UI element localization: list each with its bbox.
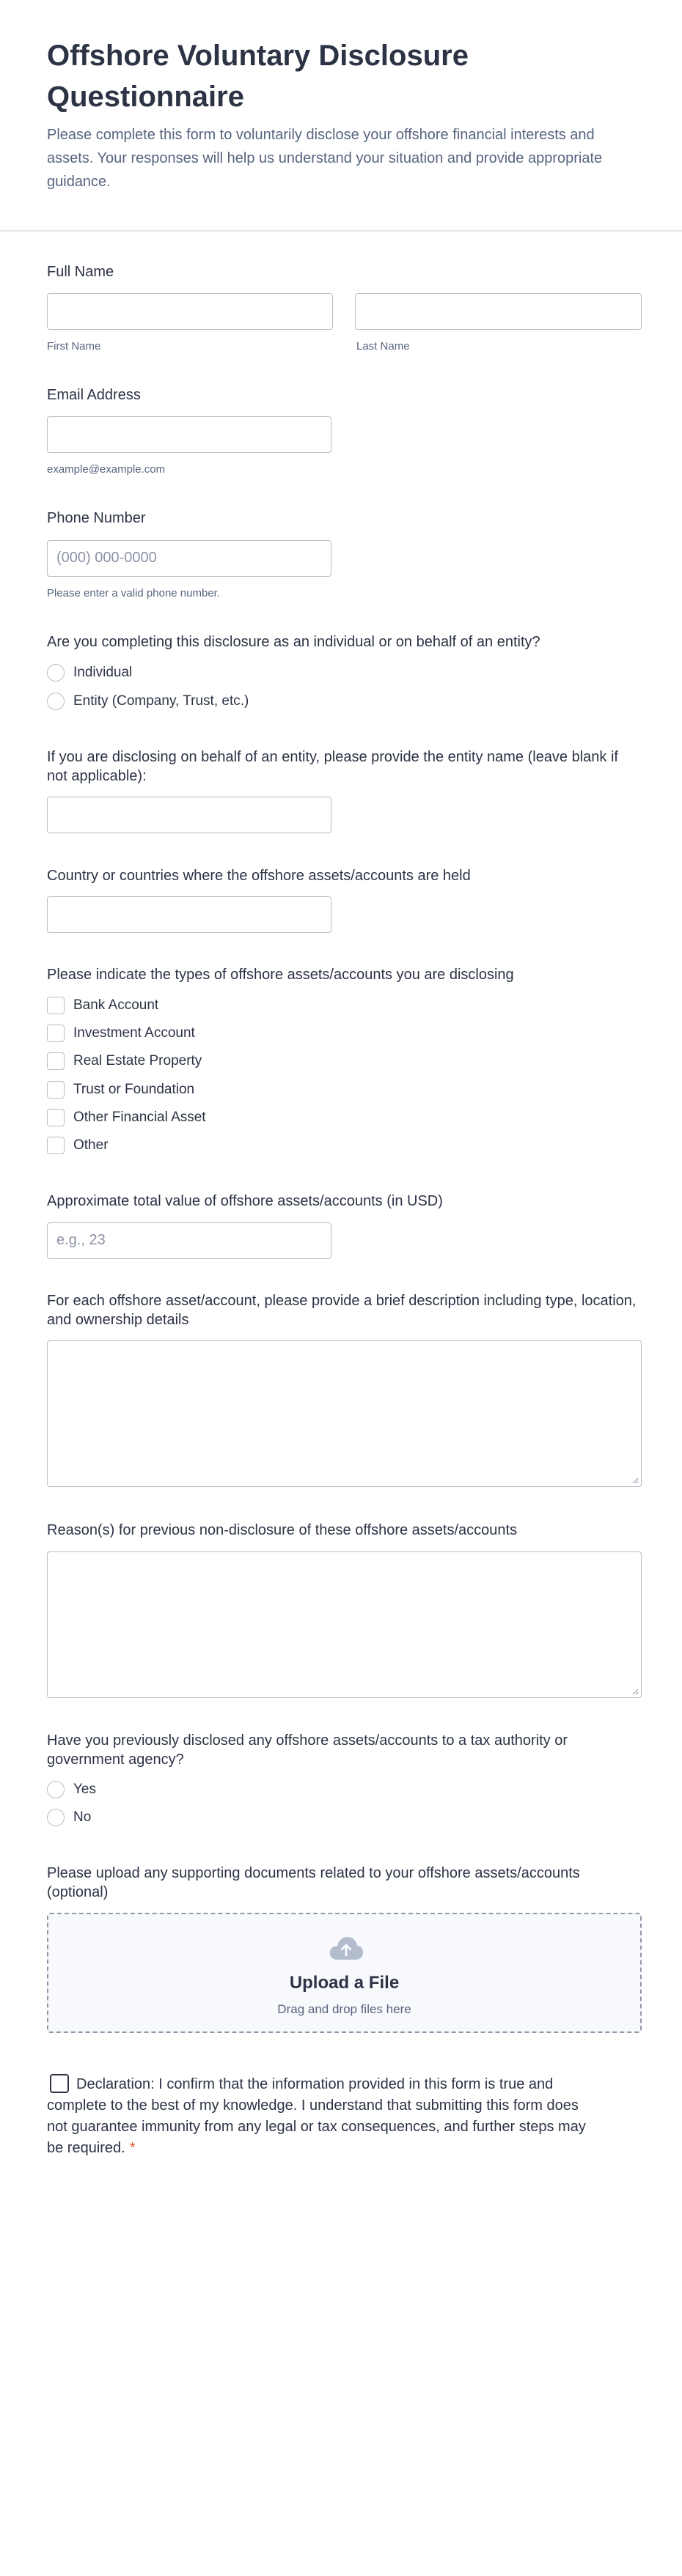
asset-types-label: Please indicate the types of offshore assets/accounts you are disclosing bbox=[47, 967, 514, 983]
last-name-sublabel: Last Name bbox=[356, 340, 410, 353]
upload-subtitle: Drag and drop files here bbox=[277, 2002, 411, 2016]
radio-label: Individual bbox=[73, 665, 133, 680]
email-label: Email Address bbox=[47, 387, 141, 403]
countries-input[interactable] bbox=[47, 896, 331, 933]
entity-name-input[interactable] bbox=[47, 797, 331, 833]
radio-circle[interactable] bbox=[47, 1809, 65, 1826]
file-upload-dropzone[interactable] bbox=[47, 1913, 642, 2033]
email-sublabel: example@example.com bbox=[47, 463, 166, 476]
checkbox-label: Other Financial Asset bbox=[73, 1110, 206, 1125]
radio-circle[interactable] bbox=[47, 1781, 65, 1798]
checkbox-box[interactable] bbox=[47, 1137, 65, 1154]
cloud-upload-icon bbox=[329, 1935, 364, 1961]
checkbox-label: Bank Account bbox=[73, 997, 159, 1013]
description-label: For each offshore asset/account, please provide a brief description including type, location, and ownership details bbox=[47, 1293, 637, 1328]
countries-label: Country or countries where the offshore assets/accounts are held bbox=[47, 868, 471, 884]
radio-label: Yes bbox=[73, 1782, 96, 1797]
radio-individual[interactable] bbox=[47, 664, 132, 682]
first-name-sublabel: First Name bbox=[47, 340, 101, 353]
checkbox-label: Investment Account bbox=[73, 1025, 195, 1041]
checkbox-box[interactable] bbox=[47, 997, 65, 1014]
radio-circle[interactable] bbox=[47, 693, 65, 710]
resize-grip-icon[interactable] bbox=[631, 1688, 639, 1695]
first-name-input[interactable] bbox=[47, 293, 333, 330]
radio-label: Entity (Company, Trust, etc.) bbox=[73, 693, 249, 709]
entity-name-label: If you are disclosing on behalf of an entity, please provide the entity name (leave blank if not applicable): bbox=[47, 749, 618, 784]
upload-label: Please upload any supporting documents related to your offshore assets/accounts (optional) bbox=[47, 1865, 580, 1900]
checkbox-label: Other bbox=[73, 1137, 109, 1153]
form-subtitle: Please complete this form to voluntarily disclose your offshore financial interests and assets. Your responses will help us understand your situation and provide appropriate guidance. bbox=[47, 127, 603, 190]
phone-sublabel: Please enter a valid phone number. bbox=[47, 587, 220, 599]
checkbox-box[interactable] bbox=[47, 1052, 65, 1070]
disclosure-type-label: Are you completing this disclosure as an individual or on behalf of an entity? bbox=[47, 634, 540, 650]
phone-input[interactable]: (000) 000-0000 bbox=[47, 540, 331, 577]
declaration-checkbox[interactable] bbox=[50, 2074, 69, 2093]
checkbox-other[interactable] bbox=[47, 1137, 109, 1154]
required-mark: * bbox=[129, 2140, 136, 2156]
checkbox-box[interactable] bbox=[47, 1109, 65, 1126]
checkbox-box[interactable] bbox=[47, 1081, 65, 1099]
radio-label: No bbox=[73, 1809, 92, 1825]
last-name-input[interactable] bbox=[355, 293, 642, 330]
checkbox-other-financial[interactable] bbox=[47, 1109, 206, 1126]
reasons-textarea[interactable] bbox=[47, 1551, 642, 1698]
checkbox-box[interactable] bbox=[47, 1025, 65, 1042]
checkbox-bank-account[interactable] bbox=[47, 997, 158, 1014]
full-name-label: Full Name bbox=[47, 264, 114, 280]
description-textarea[interactable] bbox=[47, 1340, 642, 1487]
checkbox-real-estate[interactable] bbox=[47, 1052, 202, 1070]
declaration-text: Declaration: I confirm that the information provided in this form is true and complete to the best of my knowledge. I understand that submitting this form does not guarantee immunity from any legal or tax consequences, and further steps may be required. bbox=[47, 2076, 586, 2156]
radio-entity[interactable] bbox=[47, 693, 249, 710]
checkbox-label: Real Estate Property bbox=[73, 1053, 202, 1069]
checkbox-trust-foundation[interactable] bbox=[47, 1081, 194, 1099]
total-value-label: Approximate total value of offshore assets/accounts (in USD) bbox=[47, 1193, 443, 1209]
checkbox-investment-account[interactable] bbox=[47, 1025, 195, 1042]
email-input[interactable] bbox=[47, 416, 331, 453]
radio-no[interactable] bbox=[47, 1809, 91, 1826]
reasons-label: Reason(s) for previous non-disclosure of these offshore assets/accounts bbox=[47, 1522, 518, 1538]
upload-title: Upload a File bbox=[289, 1973, 400, 1993]
radio-circle[interactable] bbox=[47, 664, 65, 682]
declaration-checkbox-row[interactable] bbox=[47, 2074, 590, 2159]
resize-grip-icon[interactable] bbox=[631, 1477, 639, 1484]
radio-yes[interactable] bbox=[47, 1781, 96, 1798]
phone-label: Phone Number bbox=[47, 510, 146, 526]
total-value-input[interactable]: e.g., 23 bbox=[47, 1222, 331, 1259]
previous-disclosure-label: Have you previously disclosed any offshore assets/accounts to a tax authority or government agency? bbox=[47, 1732, 568, 1768]
form-header bbox=[0, 0, 682, 232]
checkbox-label: Trust or Foundation bbox=[73, 1082, 195, 1097]
form-title: Offshore Voluntary Disclosure Questionnaire bbox=[47, 40, 469, 113]
